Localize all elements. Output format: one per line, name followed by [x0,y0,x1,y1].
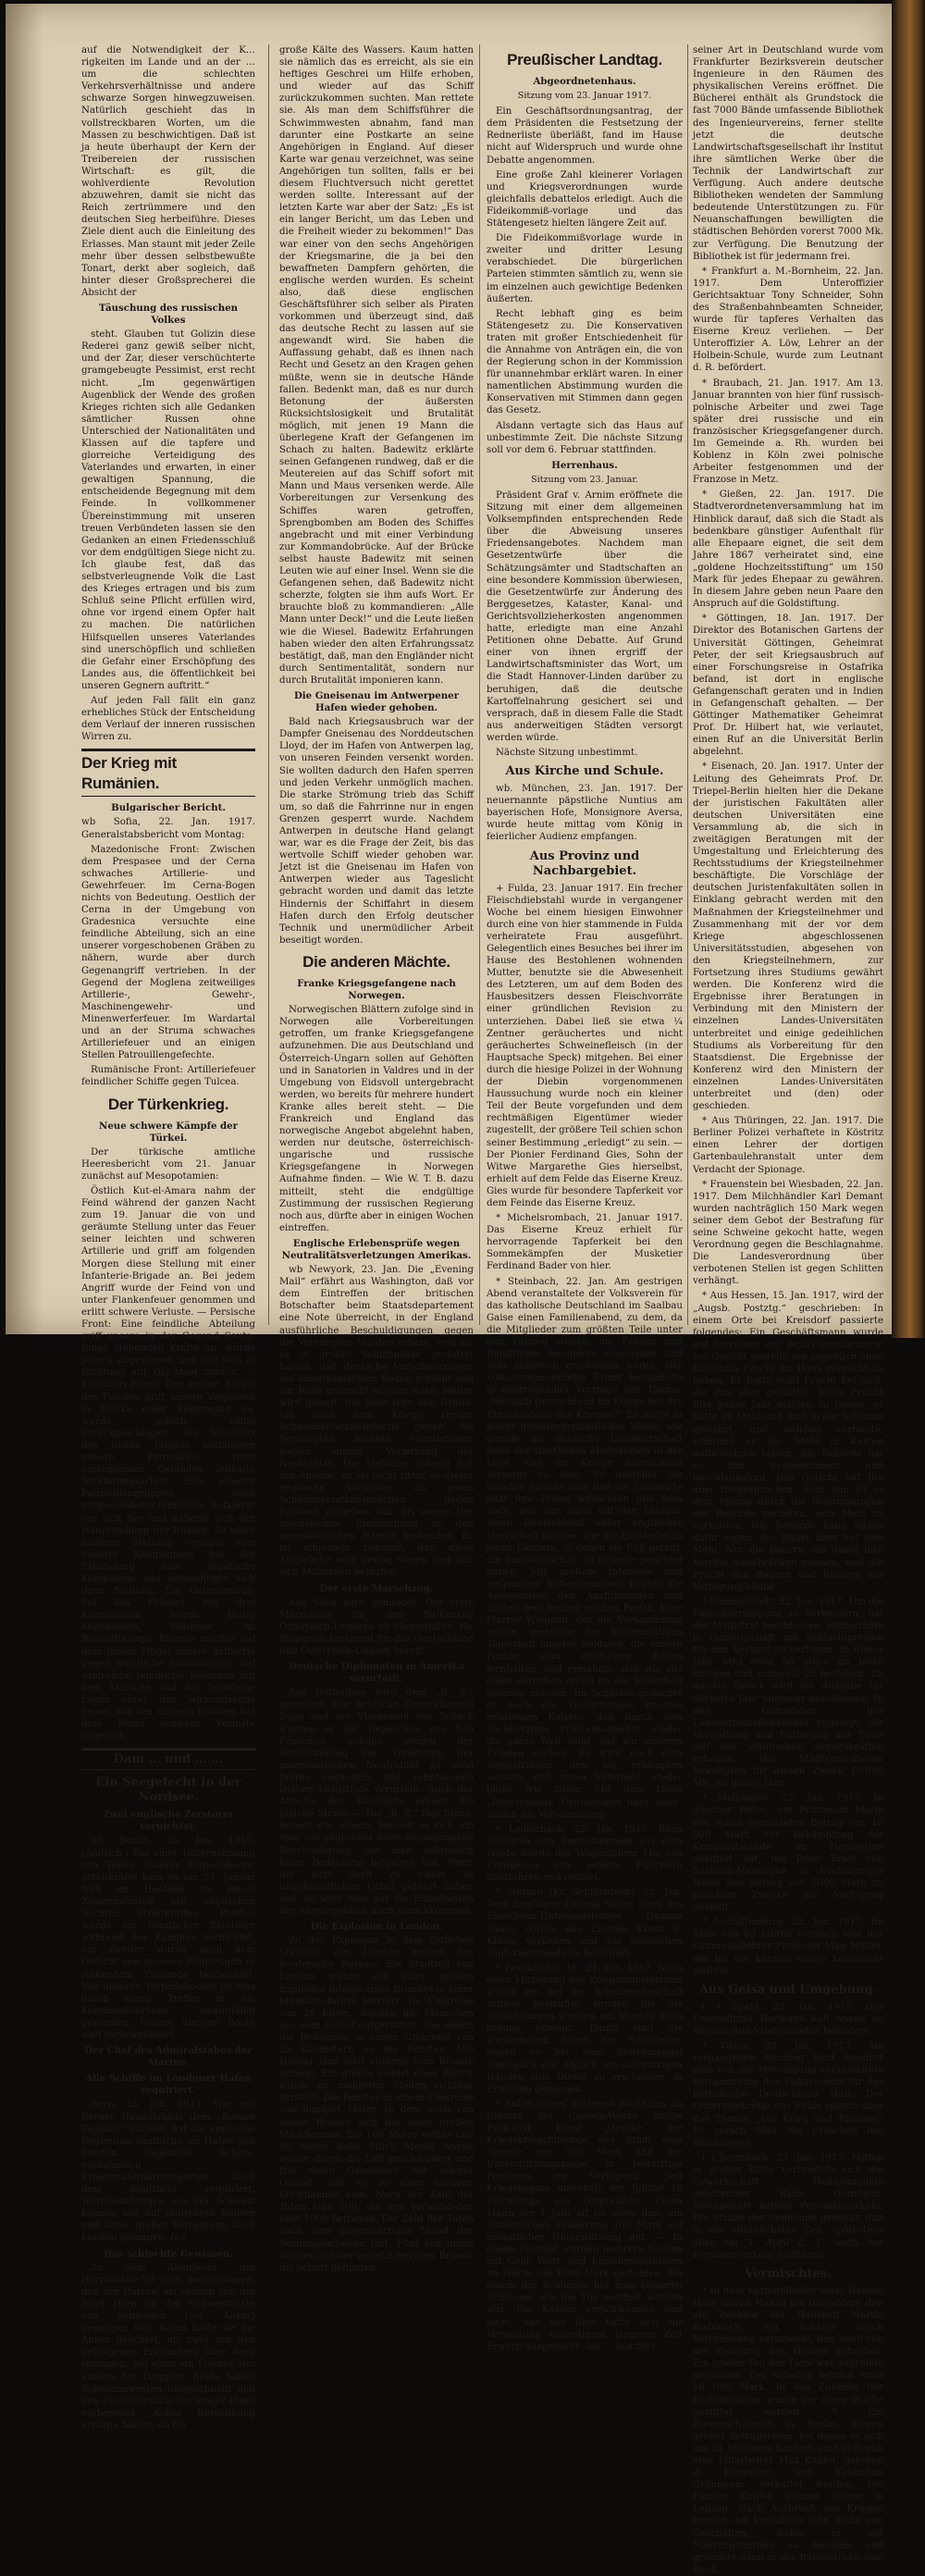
article-text: steht. Glauben tut Golizin diese Rederei ganz gewiß selber nicht, und der Zar, dieser verschüchterte gramgebeugte Pessimist, erst recht nicht. „Im gegenwärtigen Augenblick der Wende des großen Krieges richten sich alle Gedanken sämtlicher Russen ohne Unterschied der Nationalitäten und Klassen auf die tapfere und glorreiche Verteidigung des Vaterlandes und erwarten, in einer gewaltigen Spannung, die entscheidende Begegnung mit dem Feinde. In vollkommener Übereinstimmung mit unseren treuen Verbündeten lassen sie den Gedanken an einen Friedensschluß vor dem endgültigen Siege nicht zu. Ich glaube fest, daß das selbstverleugnende Volk die Last des Krieges ertragen und bis zum Schluß seine Pflicht erfüllen wird, ohne vor irgend einem Opfer halt zu machen. Die natürlichen Hilfsquellen unseres Vaterlandes sind unerschöpflich und schließen die Gefahr einer Erschöpfung des Landes aus, die öffentlichkeit bei unseren Gegnern auftritt.“ [81,329,255,691]
article-text: ( ) Spahl, 22. Jan. 1917. Der Unteroffizier Hermann Kolt wurde im Westen zum Vizefeldwebel befördert. [693,2001,883,2037]
newspaper-page [6,4,892,2575]
section-subheading: Deutsche Diplomaten in Amerika verurteilt. [289,1661,464,1685]
section-subheading: Täuschung des russischen Volkes [98,302,239,327]
article-text: wb Newyork, 23. Jan. Die „Evening Mail“ erfährt aus Washington, daß vor dem Eintreffen der britischen Botschafter beim Staatsdepartement eine Note überreicht, in der England ausführliche Beschuldigungen gegen die Vereinigten Staaten erhebt, weil sie es in großer Schiffspässe gestattet hatten, daß deutsche Verschwörungen auf amerikanischem Boden geplant und zur Reife gebracht worden seien. Weiter wird gesagt, die Note lege den Grund, um nach dem Kriege riesige Schadenersatzansprüche gegen die Vereinigten Staaten vorzubringen wegen angebl. Verletzung der Neutralität. Die Meldung scheint mit der Angabe, es sei nicht fiktiv, so dieser englische Vorschlag an jenen Schadenersatzansprüchen gegen England vorgehen will, als wegen der zweifelsohne Einmischung in den amerikanischen Handel bestanden. Es ist allgemein bekannt, daß diese Ansprüche sehr gering wären und daß sich Milliarden belaufen. [279,1265,474,1579]
article-text: Recht lebhaft ging es beim Stätengesetz zu. Die Konservativen traten mit großer Entschiedenheit für die Annahme von Anträgen ein, die von der Regierung schon in der Kommission für unannehmbar erklärt waren. In einer namentlichen Abstimmung wurden die Konservativen mit Stimmen dann gegen das Gesetz. [487,308,683,416]
article-text: * In dem Kartoffelkeller eines Hauses Hain unweit Hanau bei Düsseldorf, den ein Zubehör der Haushalt Martin Rodemich, ein Schäfer durch Verbrennung verursacht, den Sohn von der Wohnung des Hauses gefunden. Ein großer Teil der Tiere war zugrunde gegangen. Der Schaden beträgt etwa 16 000 Mark. In das Zubehör der Kartoffelkeller wurde vor einer Woche gestiftet worden. * Ein Riesenschwindel in Berlin. Wegen großer Betrügereien, bei denen es sich um 21 Millionen handelt, sind in Berlin eine Mitarbeiter Max Kupfer, geboren in Hannover, und Kaufmann Grünbaum, verhaftet worden. Die Familie Kupfer wohnte früher in Leipzig. Nach Ausbruch des Krieges betrieb der Verhaftete eine Reihe von Geschäften, wobei er mit Nahrungsmitteln zu handeln und gründete dann in der Bülowstraße eine Bank. [693,2285,883,2575]
article-text: * Meiningen, 22. Jan. 1917. In gleicher Weise, wie Prinzessin Marie des schon gemeldeten Betrag von 10 000 Mark zur Bekämpfung der Kriegsnotstände im Herzogtum gestiftet hat, hat Prinz Ernst von Sachsen-Meiningen in hochherziger Weise den Betrag von 5000 Mark zu gleichem Zwecke zur Verfügung gestellt. [693,1793,883,1913]
article-text: Der türkische amtliche Heeresbericht vom 21. Januar zunächst auf Mesopotamien: [81,1146,255,1182]
article-text: auf die Notwendigkeit der K… rigkeiten im Lande und an der … um die schlechten Verkehrsverhältnisse und andere schwarze Sorgen hinwegzuweisen. Natürlich geschieht das in vollstreckbaren Worten, um die Massen zu beschwichtigen. Daß ist ja heute überhaupt der Kern der Treibereien der russischen Wirtschaft: es gilt, die wohlverdiente Revolution abzuwehren, damit sie nicht das Reich zertrümmere und den deutschen Sieg herbeiführe. Dieses Ziele dient auch die Einleitung des Erlasses. Man staunt mit jeder Zeile mehr über dessen selbstbewußte Tonart, derkt aber sogleich, daß hinter dieser Großsprecherei die Absicht der [81,45,255,298]
article-text: Die Fideikommißvorlage wurde in zweiter und dritter Lesung verabschiedet. Die bürgerlichen Parteien stimmten sämtlich zu, wenn sie im einzelnen auch gewichtige Bedenken äußerten. [487,233,683,304]
article-text: große Kälte des Wassers. Kaum hatten sie nämlich das es erreicht, als sie ein heftiges Geschrei um Hilfe erhoben, und wieder auf das Schiff zurückzukommen suchten. Man rettete sie. Als man dem Schiffsführer die Schwimmwesten abnahm, fand man darunter eine Postkarte an seine Angehörigen in England. Auf dieser Karte war genau verzeichnet, was seine Angehörigen tun sollten, falls er bei diesem Fluchtversuch nicht gerettet werden sollte. Interessant auf der letzten Karte war aber der Satz: „Es ist ein langer Bericht, um das Leben und die Freiheit wieder zu bekommen!“ Das war einer von den sechs Angehörigen der Kriegsmarine, die ja bei den bewaffneten Dampfern gehörten, die englische werden wurden. Es scheint also, daß diese englischen Geschäftsführer sich selber als Piraten vorkommen und überzeugt sind, daß das deutsche Recht zu lassen auf sie angewandt wird. Sie haben die Auffassung gehabt, daß es ihnen nach Recht und Gesetz an den Kragen gehen müßte, wenn sie in deutsche Hände fallen. Bedenkt man, daß es nur durch Betonung der äußersten Rücksichtslosigkeit und Brutalität möglich, mit jenen 19 Mann die überlegene Kraft der Gefangenen im Schach zu halten. Badewitz erklärte seinen Gefangenen rundweg, daß er die Meutereien auf das Schiff sofort mit Mann und Maus versenken werde. Alle Vorbereitungen zur Versenkung des Schiffes waren getroffen, Sprengbomben am Boden des Schiffes angebracht und mit einer Verbindung zur Kommandobrücke. Auf der Brücke selbst hauste Badewitz mit seinen Leuten wie auf einer Insel. Wenn sie die Gefangenen sehen, daß Badewitz nicht scherzte, folgten sie ihm aufs Wort. Er brauchte bloß zu kommandieren: „Alle Mann unter Deck!“ und die Leute ließen wie die Wiesel. Badewitz Erfahrungen haben wieder den alten Erfahrungssatz bestätigt, daß, man den Engländer nicht durch Sentimentalität, sondern nur durch Brutalität imponieren kann. [279,45,474,686]
article-text: Norwegischen Blättern zufolge sind in Norwegen alle Vorbereitungen getroffen, um franke Kriegsgefangene aufzunehmen. Die aus Deutschland und Österreich-Ungarn sollen auf Gehöften und in Sanatorien in Valdres und in der Umgebung von Eidsvoll untergebracht werden, wo bereits für mehrere hundert Kranke alles bereit steht. — Die Frankreich und England das norwegische Angebot abgelehnt haben, werden nur deutsche, österreichisch-ungarische und russische Kriegsgefangene in Norwegen Aufnahme finden. — Wie W. T. B. dazu mitteilt, steht die endgültige Zustimmung der russischen Regierung noch aus, dürfte aber in einigen Wochen eintreffen. [279,1005,474,1233]
section-heading: Die anderen Mächte. [302,952,450,971]
section-heading: Der Krieg mit Rumänien. [81,749,255,797]
article-text: Aus Sofia wird gemeldet: Der erste Marschzug für den Balkanzug Österreich-Ungarns ist eingetroffen, für Bulgarien bestimmt für das Deutschland und Österreich-Ungarn bereit. [279,1597,474,1656]
article-text: * Frankfurt a. M., 21. Jan. 1917. Nach einer Mitteilung des Kriegsministeriums wurde ein bei der Schutzmannschaft schwer bestrafter Bruder, die die Vorkehrungen wurden am Montag noch braune erzeugt. Damit sind die wiederholten Bitten der Schulleute, denen es bei dem Seifenmangel unmöglich war, täglich mit schmutzigen Händen zum Dienst zu erscheinen, in Erfüllung gegangen. [487,1963,683,2095]
article-text: * Sammelstadt, 22. Jan. 1917. Um die Fleischversorgung zu verbessern, hat der Magistrat beschlossen, Hühnerhöfe in Gemeinschaft mit Schlachtpreisen für den Verkauf zu verfügen. In dieser Jahr wird etwa 50 Stück im Jahre machen und zunächst 25 bestellen. Zu diesem Zweck wird die Ausgabe für nächstes Jahr nunmehr beschlossen. In den Gemeinden der Landwirtschaftskammer zugelegt; die Verwaltung und Fütterung der Tiere soll von städtischen Arbeitskräften erfolgen. Die Stadtverordneten bewilligten für diesen Zweck 10,000 Mk. für dieses Jahr. [693,1596,883,1790]
column-rule [268,44,269,1325]
article-text: Zu dem Abenteuer der Harrowdale ist noch nachzutragen, daß der Harrow als südlich von der Insel Horn an der Südwestküste von Schweden (vor Anker) gegangen war. Kaum hatte sie die Anker gelichtet, als zwei von den gefangenen Engländern über Bord sprangen, bei einer ein Fischer, der andere der Dampfer. Beide haben Schwimmwesten umgeschnallt und den Fluchtversuch von langer Hand vorbereitet. Auker Berechnung erfolgte halber, da bis [81,2262,255,2431]
article-text: Bald nach Kriegsausbruch war der Dampfer Gneisenau des Norddeutschen Lloyd, der im Hafen von Antwerpen lag, von unseren Feinden versenkt worden. Sie wollten dadurch den Hafen sperren und jeden Verkehr unmöglich machen. Die starke Strömung trieb das Schiff um, so daß die Fahrrinne nur in engen Grenzen gesperrt wurde. Nachdem Antwerpen in deutsche Hand gelangt war, war es die Frage der Zeit, bis das wertvolle Schiff wieder gehoben war. Jetzt ist die Gneisenau im Hafen von Antwerpen wieder aus Tageslicht gebracht worden und damit das letzte Hindernis der Schiffahrt in diesem Hafen durch den Erfolg deutscher Technik und unermüdlicher Arbeit beseitigt worden. [279,717,474,946]
article-text: Rumänische Front: Artilleriefeuer feindlicher Schiffe gegen Tulcea. [81,1065,255,1088]
column-1 [81,44,255,2431]
article-text: * Braubach, 21. Jan. 1917. Am 13. Januar brannten von hier fünf russisch-polnische Arbeiter und zwei Tage später drei russische und ein französischer Kriegsgefangener durch. Im Gemeinde a. Rh. wurden bei Koblenz in Köln zwei polnische Arbeiter festgenommen und der Franzose in Metz. [693,378,883,486]
article-text: * Gießen, 22. Jan. 1917. Die Stadtverordnetenversammlung hat im Hinblick darauf, daß sich die Stadt als bedenkbare günstiger Aufenthalt für alle Ehepaare eignet, die seit dem Jahre 1867 verheiratet sind, eine „goldene Hochzeitsstiftung“ um 150 Mark für jedes Ehepaar zu gewähren. In diesem Jahre geben neun Paare den Anspruch auf die Goldstiftung. [693,489,883,610]
article-text: * Lauterbach, 22. Jan. 1917. Beim Abfahren von Baumstämmen aus dem Walde wurde der Wagenführer Mix von Frankenau von seinem Fuhrwerk überfahren und getötet. [487,1824,683,1884]
article-text: wb. München, 23. Jan. 1917. Der neuernannte päpstliche Nuntius am bayerischen Hofe, Monsignore Aversa, wurde heute mittag vom König in feierlicher Audienz empfangen. [487,784,683,843]
article-text: Nächste Sitzung unbestimmt. [496,747,638,758]
section-subheading: Alle Schiffe im Londoner Hafen requiriert. [85,2073,252,2097]
section-subheading: Der erste Marschzug. [319,1582,434,1594]
session-date: Sitzung vom 23. Januar 1917. [517,91,652,102]
section-subheading: Die Gneisenau im Antwerpener Hafen wieder gehoben. [293,689,460,714]
article-text: + Fulda, 23. Januar 1917. Ein frecher Fleischdiebstahl wurde in vergangener Woche bei einem hiesigen Einwohner durch eine von hier stammende in Fulda verheiratete Frau ausgeführt. Gelegentlich eines Besuches bei ihrer im Hause des Bestohlenen wohnenden Mutter, benutzte sie die Abwesenheit des Letzteren, um auf dem Boden des Hausbesitzers dessen Fleischvorräte einer gründlichen Revision zu unterziehen. Dabei ließ sie etwa ¼ Zentner geräuchertes und nicht geräuchertes Schweinefleisch (in der Hauptsache Speck) mitgehen. Bei einer durch die hiesige Polizei in der Wohnung der Diebin vorgenommenen Haussuchung wurde noch ein kleiner Teil der Beute vorgefunden und dem rechtmäßigen Eigentümer wieder zugestellt, der größere Teil schien schon seiner Bestimmung „erledigt“ zu sein. — Der Pionier Ferdinand Gies, Sohn der Witwe Margarethe Gies hierselbst, erhielt auf dem Felde das Eiserne Kreuz. Gies wurde für besondere Tapferkeit vor dem Feinde das Eiserne Kreuz. [487,883,684,1208]
article-text: * Aus Hessen, 15. Jan. 1917, wird der „Augsb. Postztg.“ geschrieben: In einem Orte bei Kreisdorf passierte folgendes: Ein Geschäftsmann wurde auf Betreiben der Bezirksgendarmerie vor Gericht gestellt, um angeblich ohne Erlaubnis Frucht ins Haus gebracht zu haben. Er hatte wohl Frucht bei sich, die ihm aber gestattet, keine Frucht fürs ganze Jahr mahlen zu lassen, er hatte im Mehl und Brot in der Scheune gewahrt, und welchen verfasste, während er das Mehl in Kasten aufbewahren lassen, die Behörde hat es ihm weggenommen und beschlagnahmt. Das Gericht hat ihn aber freigesprochen. Aber nun ist es dem Manne durch die Bestimmungen der Behörde verboten, sein Mehl zu verkaufen. Die Behörde kann nichts dafür sagen, der Bauer aber hat sein Mehl. Nur die Bauern, die damit ihre Vorräte einschränken müssen, weil die Frucht den Bauern und Rindern zur Verfügung bleibe. [693,1291,883,1592]
section-heading: Der Türkenkrieg. [107,1095,229,1113]
section-heading: Aus Provinz und Nachbargebiet. [529,848,640,878]
section-heading: Dam … und … … [81,1748,255,1770]
article-text: * Eisenach, 20. Jan. 1917. Unter der Leitung des Geheimrats Prof. Dr. Triepel-Berlin hielten hier die Dekane der juristischen Fakultäten aller deutschen Universitäten eine Versammlung ab, die sich in zweitägigen Beratungen mit der Umgestaltung und Erleichterung des Rechtsstudiums der Kriegsteilnehmer beschäftigte. Die Vorschläge der deutschen Juristenfakultäten sollen in Einklang gebracht werden mit den Maßnahmen der Kriegsteilnehmer und Zusammenhang mit der vor dem Kriege abgeschlossenen Universitätsstudien, abgesehen von den Kriegsteilnehmern, zur Fortsetzung ihres Studiums gewährt werden. Die Konferenz wird die Ergebnisse ihrer Beratungen in Verbindung mit den Ministern der einzelnen Landes-Universitäten unterbreitet und einige gedeihlichen Studiums als Vorbereitung für den Staatsdienst. Die Ergebnisse der Konferenz wird den Ministern der einzelnen Landes-Universitäten unterbreitet und (den) oder geschieden. [693,762,883,1112]
article-text: Eine große Zahl kleinerer Vorlagen und Kriegsverordnungen wurde gleichfalls debattelos erledigt. Auch die Fideikommiß-vorlage und das Stätengesetz hielten längere Zeit auf. [487,169,683,229]
section-subheading: Zwei englische Zerstörer vernichtet. [103,1809,234,1833]
section-subheading: Abgeordnetenhaus. [533,76,636,87]
section-heading: Vermischtes. [745,2266,832,2281]
article-text: Aus Rotterdam wird dem „B. Z.“ gemeldet: Der deutsche Generalkonsul Bopp und der Vizekonsul von Schack wurden in der Depeschen aus San Francisco zufolge wegen der Verschwörung zur Verletzung der amerikanischen Neutralität zu zwei Jahren Gefängnis und zehntausend Dollars Geldstrafe verurteilt. Auch der Attaché des Konsulats erhielt die gleiche Strafe. — Die „B. Z.“ fügt hinzu: Soweit wir wissen, handelt es sich um eine von englischer Seite ausgegangene Beschuldigung, der man anfänglich keine Bedeutung beigelegt hat. Wenn die jetzt doch zu einem so ungeheuerlichen Urteil geführt haben soll, so wird man auf die Einzelheiten der Angelegenheit noch zurückkommen. [279,1688,474,1916]
section-subheading: Der Chef des Admiralstabes der Marine. [84,2045,253,2069]
column-2 [279,44,474,2273]
article-text: * Steinau (Kr. Schlüchtern), 22. Jan. Dem Zugführer Ludwig Sauer, Sohn des Eisenbahn-Unterassistenten Damian Sauer, wurde das Eiserne Kreuz 2. Klasse verliehen und zur hessischen Tapferkeitsmedaille befördert. [487,1888,683,1959]
column-3 [487,44,684,2352]
section-heading: Preußischer Landtag. [507,51,662,68]
section-subheading: Das schlechte Gewissen. [104,2248,233,2260]
article-text: Östlich Kut-el-Amara nahm der Feind während der ganzen Nacht zum 19. Januar die von und geräumte Stellung unter das Feuer seiner leichten und schweren Artillerie und griff am folgenden Morgen diese Stellung mit einer Infanterie-Brigade an. Bei jedem Angriff wurde der Feind von und unter Flankenfeuer genommen und erlitt schwere Verluste. — Persische Front: Eine feindliche Abteilung griff unsere in der Gegend Sauta-Bulak stehenden Kräfte an, wurde jedoch abgewiesen und zog sich in Richtung auf Dig-Abad zurück. — Kaukasus-Front: Der rechte Flügel des Feindes griff unsere Vorposten in Stärke einer Kompagnie an, wurde jedoch völlig zurückgeschlagen. Am Abschnitt des linken Flügels entfalteten unsere Patrouillen trotz unwegsamen Geländes lebhafte Aufklärungsarbeit. Eine unserer Patrouillengruppen stieß vorgeschobene feindliche Aufklärer vor sich her und näherte sich der Hauptstellung der Russen. Zu einer anderen Stellung verjagte eine unserer Kompagnien bei der Erkundung eine feindliche Kompagnie und bemächtigte sich ihrer Stellung. Ein Gefangenzug, fiel des Feindes mit drei Kompagnien wurde blutig abgewiesen, teilweise im Bajonettkampf. Ebenso machte auf dem linken Flügel unsere Artillerie gegen feindliche Sammlungen, auf zahlreiche feindliche Kolonnen auf dem Marsche und das feindliche Lager unter das wirkungsvolle Feuer. Auf den übrigen Fronten hat dem Feind schwere Verluste zugefügt. [81,1185,255,1742]
article-text: Präsident Graf v. Arnim eröffnete die Sitzung mit einer dem allgemeinen Volksempfinden entsprechenden Rede über die Abweisung unseres Friedensangebotes. Nachdem man Gesetzentwürfe über die Schätzungsämter und Stadtschaften an eine besondere Kommission überwiesen, die Gesetzentwürfe zur Änderung des Berggesetzes, Kataster, Kanal- und Gerichtsvollzieherkosten angenommen hatte, erledigte man eine Anzahl Petitionen ohne Debatte. Auf Grund einer von ihnen ergriff der Landwirtschaftsminister das Wort, um die Stadt Hannover-Linden darüber zu beruhigen, daß die deutsche Kartoffelnahrung gesichert sei und versprach, daß in diesem Falle die Stadt aus anderweitigen Städten versorgt werden würde. [487,490,683,743]
column-rule [687,44,688,1325]
column-4 [693,44,883,2575]
article-text: * Aschaffenburg, 22. Jan. 1917. Im Alter von 83 Jahren verstarb hier der Gymnasiallehrer Professor Mag Müller, der bis vor kurzem seines Lehramtes waltete. [693,1917,883,1976]
book-spine [892,0,925,1338]
section-subheading: Neue schwere Kämpfe der Türkei. [99,1120,238,1144]
article-text: * Frankfurt a. M.-Bornheim, 22. Jan. 1917. Dem Unteroffizier Gerichtsaktuar Tony Schneider, Sohn des Straßenbahnbeamten Schneider, wurde für tapferes Verhalten das Eiserne Kreuz verliehen. — Der Unteroffizier A. Löw, Lehrer an der Holbein-Schule, wurde zum Leutnant d. R. befördert. [693,266,883,374]
article-text: Zu der Explosion in dem östlichen Stadtteil von London meldet das Reutersche Bureau: Ein Stadtteil von London wurde auf einer großen Explosion infolge eines Brandes in einer Munitionsfabrik zerstört. Im Umkreise von 25 Kilom. wurden die Menschen aus dem Schlaf aufgerüttelt, von denen die Bewohner in einem Umkreise von 25 Kilometern an die Fenster. Alle Häuser sind weit entfernt vom Brande gezeigt. Ein großes Gebiet einer Fabrik wurde an mehreren Stellen sichtbar zerstört. Die Fenster in einem Umkreise von hundert Meter, in dem noch von einem Brande sich bei einer großen Stichflamme. Ein 100 Meter weiter und 80 Meter hohe Stück Metall wurde weiter durch die Luft geschleudert und traf einen Gasmesser mit solcher Gewalt, daß es zu einer riesigen Stichflamme kam. Nach der Zahl der Toten eine 100, die der Verwundeten eine 1000 betragen. Die Zahl der Toten nach dem gegenwärtigen Stand der Bergungsarbeiten fast. Fünf von ihnen wurden schwer verletzt bei dem Brande ins Schutt gefunden. [279,1936,474,2273]
section-subheading: Herrenhaus. [551,459,618,471]
section-subheading: Franke Kriegsgefangene nach Norwegen. [297,977,456,1002]
section-heading: Aus Geisa und Umgebung. [698,1982,878,1997]
section-subheading: Englische Erlebensprüfe wegen Neutralitätsverletzungen Amerikas. [281,1237,472,1261]
section-subheading: Die Explosion in London. [310,1921,443,1933]
column-rule [479,44,480,1325]
article-text: * Göttingen, 18. Jan. 1917. Der Direktor des Botanischen Gartens der Universität Göttingen, Geheimrat Peter, der seit Kriegsausbruch auf einer Forschungsreise in Ostafrika befand, ist dort in englische Gefangenschaft geraten und in Indien in Gefangenschaft gehalten. — Der Göttinger Mathematiker Geheimrat Prof. Dr. Hilbert hat, wie verlautet, einen Ruf an die Universität Berlin abgelehnt. [693,613,883,758]
article-text: Auf jeden Fall fällt ein ganz erhebliches Stück der Entscheidung dem Verlauf der inneren russischen Wirren zu. [81,695,255,743]
article-text: * Frauenstein bei Wiesbaden, 22. Jan. 1917. Dem Milchhändler Karl Demant wurden nachträglich 150 Mark wegen seiner dem Gebot der Bestrafung für seine Schweine gekocht hatte, wegen Verordnung gegen die Beschlagnahme. Die Landesverordnung über verbotenen Stellen ist gegen Schlitten verhängt. [693,1179,883,1287]
article-text: * Steinbach, 22. Jan. Am gestrigen Abend veranstaltete der Volksverein für das katholische Deutschland im Saalbau Gaise einen Familienabend, zu dem, da die Mitglieder zum größten Teile unter den Fahnen stehen, die Frauen und Jungfrauen besonders eingeladen und sehr zahlreich erschienen waren. Der Volksvereinssekretär Frank behandelte in eindringlicher Vortrage das Thema: „Weshalb Deutschland im Kriege bei der Entscheidung des Krieges?“ Er zeigte in klarer gemeinverständlicher Weise, wie gerade die deutsche Landwirtschaft dank der staatlichen Maßnahmen in der Lage war, im Kriege hinreichend versorgt zu sein. Er gestellte die törichte Ansicht hier, daß die Landwirte jetzt ihre Preise wünschten und wies nach, was nur allein mit den Löhnen, wenn Deutschland unter englischer Herrschaft komme; wie die Engländer in jenen Ländern, in denen sie Fuß gefaßt, die Landwirtschaft zu Grunde gerichtet haben. Mit großem Interesse und gespannter Aufmerksamkeit folgten die Anwesenden den Ausführungen und zollten dem Redner reichen Beifall. Herr Pfarrer Wiegand, der die Versammlung leitete, gedachte der heldenmütigen Tapferkeit unserer Soldaten, die unsere Feinde vom deutschen Boden fernhalten, und ermahnte, daß wir alle einen ehrlichen Anteil an der Sicherheit nehmen müssen. Im Schlusse gedachte er noch des Geburtstages unseres erhabenen Kaisers, daß durch sein hochherziges Friedensangebot wieder die ganze Welt zeigt, daß wir unseren Frieden suchen. Es wird nach dem Siegesfrieden, den wir erkämpfen werden, daß unser Vaterland wieder blühe wie zuvor. Mit dem Liede „Deutschland, Deutschland über alles“ schloß die Versammlung. [487,1276,683,1820]
session-date: Sitzung vom 23. Januar. [531,474,638,485]
article-text: * Geisa, 23. Jan. 1917. Am vergangenen Sonntag fand daselbst eine von der Vereinigung veranstaltete Versammlung des Volksvereins für das katholische Deutschland statt. Der Generalsekretär aus Fulda sprach über das Thema: „Vor Krieg und Frieden.“ Er sprach über die Ursachen des Weltkrieges. [693,2041,883,2149]
article-text: * Michelsrombach, 21. Januar 1917. Das Eiserne Kreuz erhielt für hervorragende Tapferkeit bei den Sommekämpfen der Musketier Ferdinand Bader von hier. [487,1213,683,1272]
section-heading: Aus Kirche und Schule. [505,764,664,779]
article-text: wb Sofia, 22. Jan. 1917. Generalstabsbericht vom Montag: [81,817,255,840]
article-text: seiner Art in Deutschland wurde vom Frankfurter Bezirksverein deutscher Ingenieure in den Räumen des physikalischen Vereins eröffnet. Die Bücherei enthält als Grundstock die fast 7000 Bände umfassende Bibliothek des Ingenieurvereins, ferner stellte jetzt die deutsche Landwirtschaftsgesellschaft ihr Institut ihre sämtlichen Werke über die Technik der Landwirtschaft zur Verfügung. Auch andere deutsche Bibliotheken wendeten der Sammlung bedeutende Unterstützungen zu. Für Neuanschaffungen bewilligten die städtischen Behörden vorerst 7000 Mk. zur Verfügung. Die Benutzung der Bibliothek ist für jedermann frei. [693,45,883,262]
article-text: Alsdann vertagte sich das Haus auf unbestimmte Zeit. Die nächste Sitzung soll vor dem 6. Februar stattfinden. [487,420,683,455]
article-text: * Aus Thüringen, 22. Jan. 1917. Die Berliner Polizei verhaftete in Köstritz einen Lehrer der dortigen Gartenbaulehranstalt unter dem Verdacht der Spionage. [693,1116,883,1175]
article-text: wb Berlin, 23. Jan. 1917. (Amtlich.) Bei einer Unternehmung von Teilen unserer Torpedoboots-Streitkräfte kam es am 23. Januar früh im Hoofden zu einem Zusammenstoß mit englischen leichten Streitkräften. Hierbei wurde ein feindlicher Zerstörer während des Kampfes vernichtet, ein zweiter wurde nach dem Gefecht von unseren Flugzeugen in sinkendem Zustande beobachtet. Von unseren Torpedobooten ist eins durch einen Treffer in die Kommandobrücke sinkunfähig geworden. Unsere übrigen Boote sind zurückgekehrt. [81,1836,255,2040]
article-text: Bern, 23. Jan. 1917. Wie ein Berner Handelshaus dem „Berner Tagblatt“ mitteilt, hat die englische Regierung sämtliche im Hafen von London liegenden Schiffe, vornehmlich Kriegsmaterialtransporten nach dem Kontinent requiriert. Warensendungen aus der Schweiz können nur auf indirekten Routen und unter großer Verspätung nach London gelangen. (z.) [81,2099,255,2244]
article-text: Ein Geschäftsordnungsantrag, der dem Präsidenten die Festsetzung der Rednerliste überläßt, fand im Hause nicht auf Widerspruch und wurde ohne Debatte angenommen. [487,106,683,166]
article-text: Mazedonische Front: Zwischen dem Prespasee und der Cerna schwaches Artillerie- und Gewehrfeuer. Im Cerna-Bogen nichts von Bedeutung. Oestlich der Cerna in der Umgebung von Gradesnica versuchte eine feindliche Abteilung, sich an eine unserer vorgeschobenen Gräben zu nähern, wurde aber durch Gegenangriff vertrieben. In der Gegend der Moglena zeitweiliges Artillerie-, Gewehr-, Maschinengewehr- und Minenwerferfeuer. Im Wardartal und an der Struma schwaches Artilleriefeuer und an einigen Stellen Patrouillengefechte. [81,844,255,1061]
section-subheading: Bulgarischer Bericht. [111,802,226,814]
article-text: * Anlaß seines goldenen Jubiläums im Dienste der Cassela-Werke stellte Prokurist Ernst Järacke der Kriegskriegsfürsorge des Stadt eine Spende von 500 Mark und der Unterstützungskasse in bedürftige Personen zur Verfügung. Seit Kriegsbeginn unterhält der Jubilar 16 Flüchtlinge aus Ostpreußen. Einen Mann der 1 Jahr alt ist unter ihm, um tatsächlichen Ernährung 100 Mark auf monatlicher Unterstützung auf. — In einem Postamt wurden mehrere Sachen mit Geld, Wert- und Einschreibebriefen im Werte von 1000 Mark gestohlen. Bei einem der Schließer hat man keinerlei Schlüssel, wie die Tür geöffnet worden war. Die Kassen verschwunden und nicht, und der Dieb hatte sich zur Verwaltung unbestimmt längerer Zeit Erwerb ausgesucht. Als … Instituts [487,2099,683,2352]
section-heading: Ein Seegefecht in der Nordsee. [95,1776,241,1805]
page-fold-shadow [6,4,43,1334]
article-text: ( ) Bermbach, 23. Jan. 1917. Mitten in großer Kälte verbreitete sich die Gewerkschaft Heiligenmühle gehörenden Bahn Dernbach-Wenigentaft mittels Personenverkehr. Die Straße der Gemeinde gedenkt, daß in der allernächsten Zeit, spätestens aber am 1. April d. J., auch der Personenverkehr einführen. [693,2152,883,2260]
